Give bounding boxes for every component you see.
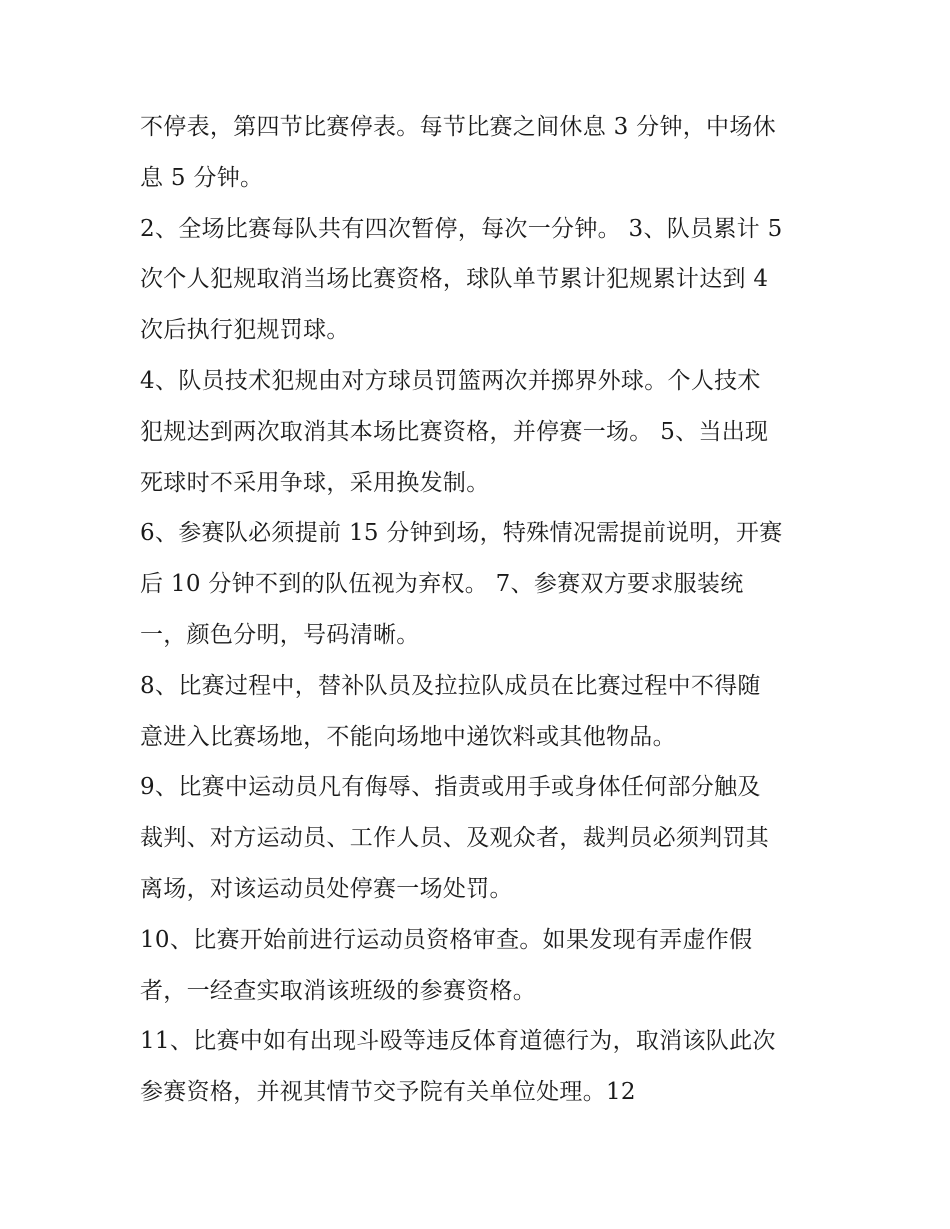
text-line: 息 5 分钟。 [140,164,264,191]
document-body [140,102,820,1118]
text-line: 后 10 分钟不到的队伍视为弃权。 7、参赛双方要求服装统 [140,571,744,598]
text-line: 9、比赛中运动员凡有侮辱、指责或用手或身体任何部分触及 [140,774,761,801]
text-line: 离场，对该运动员处停赛一场处罚。 [140,875,513,902]
text-line: 2、全场比赛每队共有四次暂停，每次一分钟。 3、队员累计 5 [140,215,783,242]
text-line: 裁判、对方运动员、工作人员、及观众者，裁判员必须判罚其 [140,825,770,852]
text-line: 参赛资格，并视其情节交予院有关单位处理。12 [140,1079,636,1106]
text-line: 死球时不采用争球，采用换发制。 [140,469,490,496]
text-line: 不停表，第四节比赛停表。每节比赛之间休息 3 分钟，中场休 [140,114,776,140]
text-line: 者，一经查实取消该班级的参赛资格。 [140,977,537,1004]
text-line: 4、队员技术犯规由对方球员罚篮两次并掷界外球。个人技术 [140,367,761,394]
text-line: 次后执行犯规罚球。 [140,317,350,344]
text-line: 次个人犯规取消当场比赛资格，球队单节累计犯规累计达到 4 [140,266,769,293]
text-line: 犯规达到两次取消其本场比赛资格，并停赛一场。 5、当出现 [140,418,769,445]
text-line: 8、比赛过程中，替补队员及拉拉队成员在比赛过程中不得随 [140,672,761,699]
text-line: 10、比赛开始前进行运动员资格审查。如果发现有弄虚作假 [140,926,753,953]
text-line: 意进入比赛场地，不能向场地中递饮料或其他物品。 [140,723,676,750]
text-line: 6、参赛队必须提前 15 分钟到场，特殊情况需提前说明，开赛 [140,520,783,547]
text-line: 11、比赛中如有出现斗殴等违反体育道德行为，取消该队此次 [140,1028,776,1055]
text-line: 一，颜色分明，号码清晰。 [140,621,420,648]
